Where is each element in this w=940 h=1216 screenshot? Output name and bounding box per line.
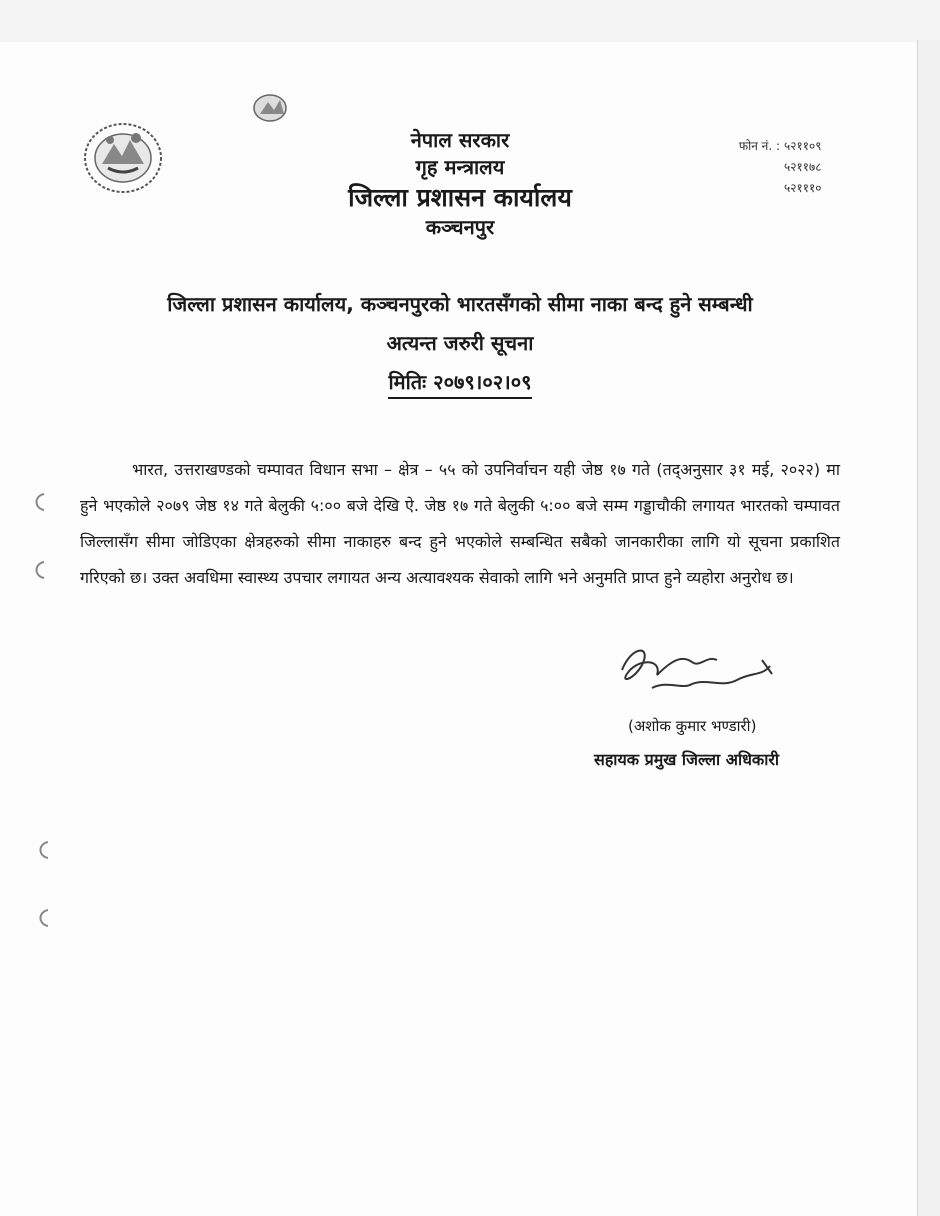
punch-hole-icon — [30, 492, 48, 512]
notice-subheading: अत्यन्त जरुरी सूचना — [386, 331, 534, 355]
phone-block — [700, 137, 844, 200]
punch-hole-icon — [34, 908, 52, 928]
notice-body — [80, 452, 840, 596]
signatory-name: (अशोक कुमार भण्डारी) — [628, 717, 757, 735]
punch-hole-icon — [34, 840, 52, 860]
body-paragraph: भारत, उत्तराखण्डको चम्पावत विधान सभा – क्षेत्र – ५५ को उपनिर्वाचन यही जेष्ठ १७ गते (तद्अनुसार ३१ मई, २०२२) मा हुने भएकोले २०७९ जेष्ठ १४ गते बेलुकी ५:०० बजे देखि ऐ. जेष्ठ १७ गते बेलुकी ५:०० बजे सम्म गड्डाचौकी लगायत भारतको चम्पावत जिल्लासँग सीमा जोडिएका क्षेत्रहरुको सीमा नाकाहरु बन्द हुने भएकोले सम्बन्धित सबैको जानकारीका लागि यो सूचना प्रकाशित गरिएको छ। उक्त अवधिमा स्वास्थ्य उपचार लगायत अन्य अत्यावश्यक सेवाको लागि भने अनुमति प्राप्त हुने व्यहोरा अनुरोध छ। — [80, 460, 840, 587]
nepal-emblem-icon — [80, 118, 166, 198]
punch-hole-icon — [30, 560, 48, 580]
notice-date: मितिः २०७९।०२।०९ — [388, 368, 531, 399]
government-name: नेपाल सरकार — [410, 128, 510, 152]
office-name: जिल्ला प्रशासन कार्यालय — [348, 183, 572, 212]
letterhead — [300, 128, 620, 240]
handwritten-signature — [612, 640, 782, 710]
ministry-name: गृह मन्त्रालय — [415, 155, 505, 179]
phone-number: ५२११७८ — [784, 160, 822, 174]
scan-top-edge — [0, 0, 940, 42]
signatory-designation: सहायक प्रमुख जिल्ला अधिकारी — [594, 750, 780, 769]
phone-label: फोन नं. : — [738, 139, 780, 153]
notice-heading: जिल्ला प्रशासन कार्यालय, कञ्चनपुरको भारतसँगको सीमा नाका बन्द हुने सम्बन्धी — [167, 292, 753, 316]
scan-right-edge — [917, 40, 940, 1216]
notice-title — [80, 290, 840, 399]
phone-number: ५२१११० — [784, 181, 822, 195]
phone-number: ५२११०९ — [784, 139, 822, 153]
district-name: कञ्चनपुर — [425, 215, 495, 240]
